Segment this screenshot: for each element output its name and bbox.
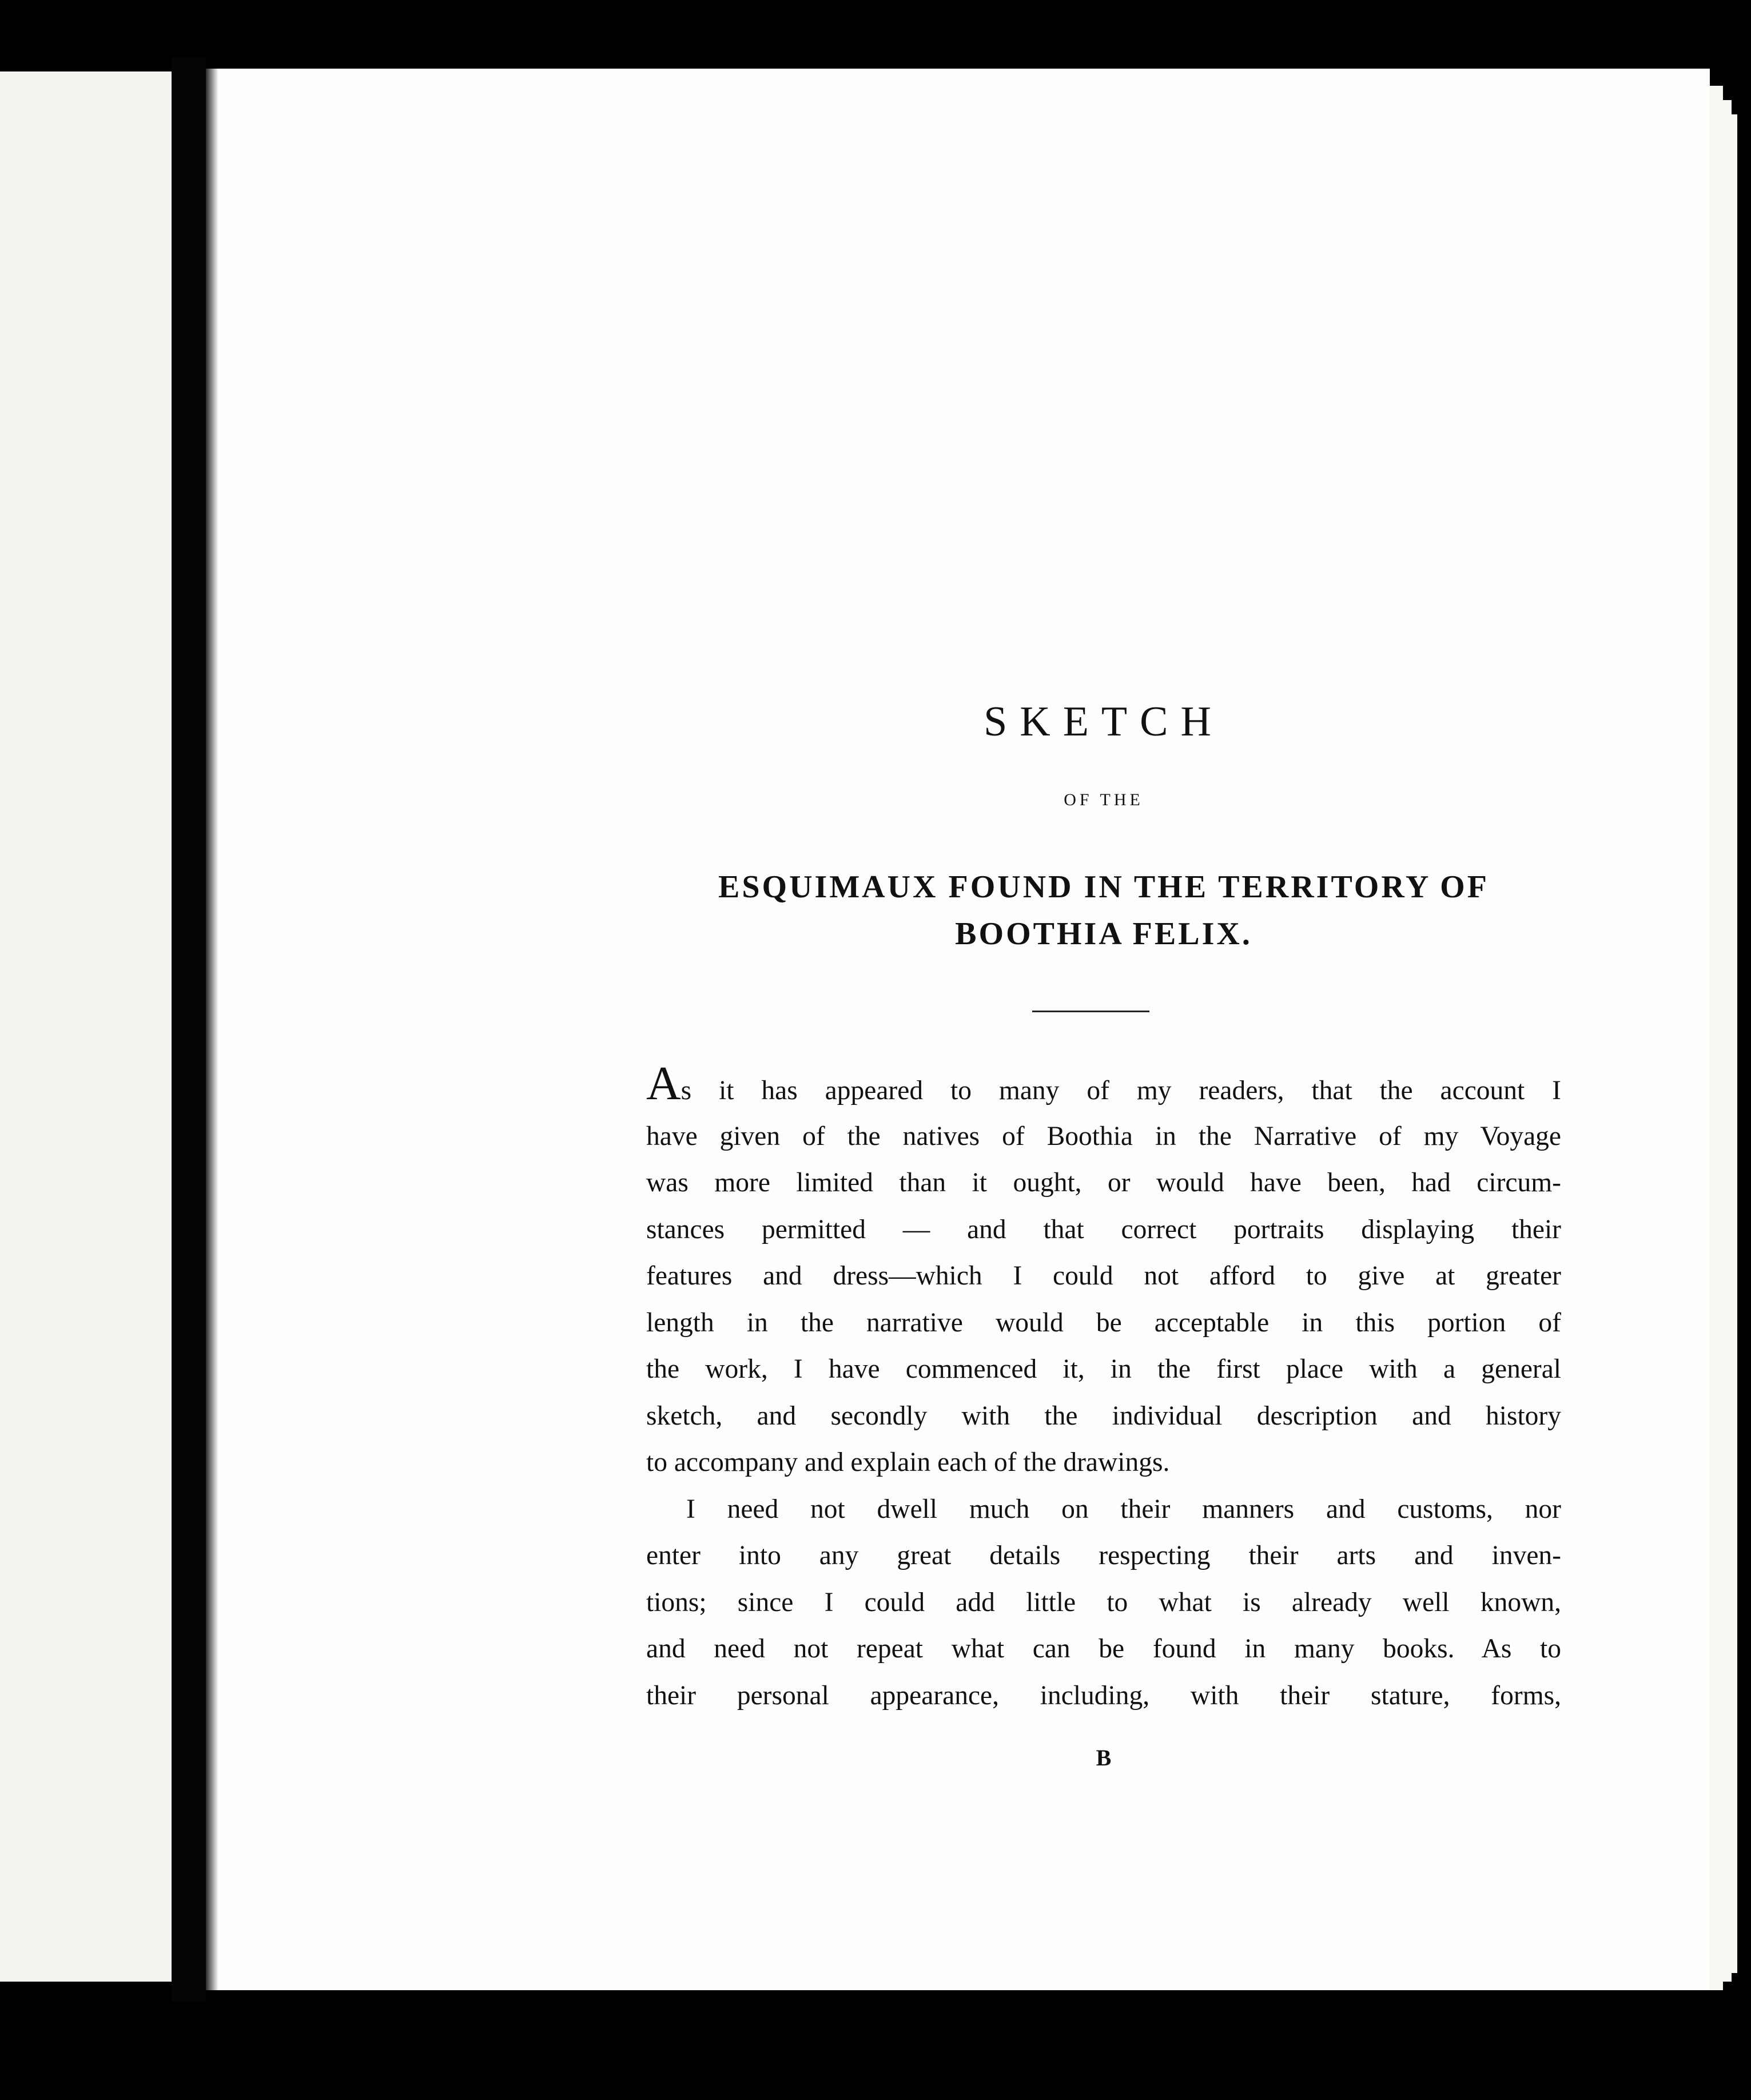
heading-line: ESQUIMAUX FOUND IN THE TERRITORY OF xyxy=(718,869,1489,905)
text-line: stances permitted — and that correct portraits displaying their xyxy=(646,1214,1561,1244)
section-heading xyxy=(646,864,1561,957)
page-subtitle: OF THE xyxy=(1064,790,1144,809)
text-line: features and dress—which I could not afford to give at greater xyxy=(646,1261,1561,1291)
text-line: sketch, and secondly with the individual description and history xyxy=(646,1401,1561,1431)
facing-page-edge xyxy=(0,71,172,1982)
body-text xyxy=(646,1057,1561,1719)
text-line: enter into any great details respecting their arts and inven- xyxy=(646,1541,1561,1570)
text-line: and need not repeat what can be found in many books. As to xyxy=(646,1634,1561,1664)
heading-line: BOOTHIA FELIX. xyxy=(955,916,1252,952)
text-line xyxy=(646,1057,1561,1113)
text-line: was more limited than it ought, or would have been, had circum- xyxy=(646,1168,1561,1198)
signature-mark: B xyxy=(1096,1745,1112,1771)
text-line: have given of the natives of Boothia in the Narrative of my Voyage xyxy=(646,1121,1561,1151)
text-line: their personal appearance, including, with their stature, forms, xyxy=(646,1680,1561,1711)
spine-shadow xyxy=(206,69,218,1990)
book-gutter xyxy=(172,57,206,2002)
page-edge xyxy=(1707,114,1737,1973)
text-line: I need not dwell much on their manners and customs, nor xyxy=(686,1494,1561,1524)
text-line: to accompany and explain each of the drawings. xyxy=(646,1447,1170,1477)
page-title: SKETCH xyxy=(984,698,1224,745)
text-line: length in the narrative would be acceptable in this portion of xyxy=(646,1307,1561,1338)
divider-rule xyxy=(1032,1011,1149,1012)
text-line-rest: s it has appeared to many of my readers, that the account I xyxy=(680,1076,1561,1105)
text-line: the work, I have commenced it, in the first place with a general xyxy=(646,1354,1561,1384)
paragraph-1 xyxy=(646,1057,1561,1486)
paragraph-2 xyxy=(646,1486,1561,1720)
drop-cap: A xyxy=(646,1057,681,1110)
text-line: tions; since I could add little to what is already well known, xyxy=(646,1587,1561,1617)
book-page xyxy=(206,69,1710,1990)
